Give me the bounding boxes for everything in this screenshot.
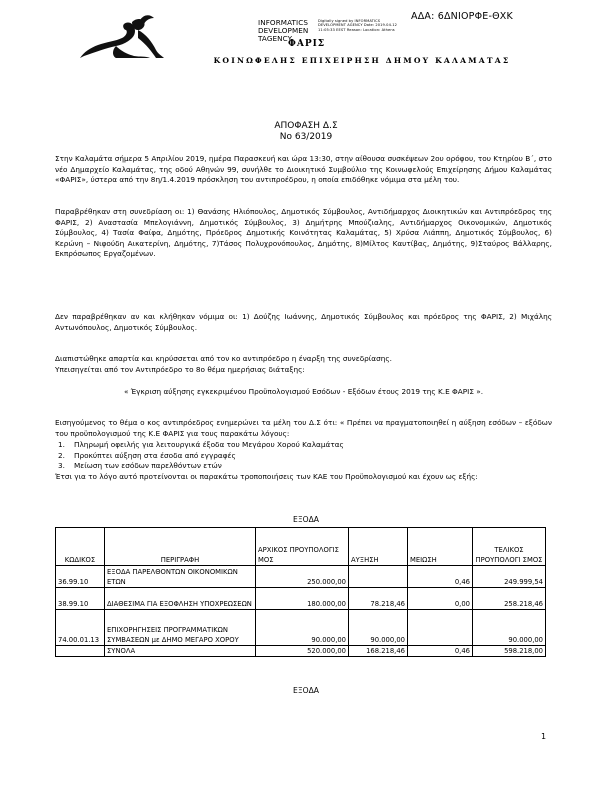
list-number: 3. bbox=[58, 461, 65, 471]
cell-description: ΔΙΑΘΕΣΙΜΑ ΓΙΑ ΕΞΟΦΛΗΣΗ ΥΠΟΧΡΕΩΣΕΩΝ bbox=[105, 588, 256, 610]
header-increase: ΑΥΞΗΣΗ bbox=[349, 528, 408, 566]
stamp-line: DEVELOPMEN bbox=[258, 26, 309, 35]
agenda-topic: « Έγκριση αύξησης εγκεκριμένου Προϋπολογισμού Εσόδων - Εξόδων έτους 2019 της Κ.Ε ΦΑΡΙΣ ». bbox=[123, 387, 484, 396]
cell-decrease bbox=[408, 610, 473, 646]
cell-final: 249.999,54 bbox=[473, 566, 546, 588]
agenda-intro-paragraph: Υπεισηγείται από τον Αντιπρόεδρο το 8ο θέμα ημερήσιας διάταξης: bbox=[55, 365, 305, 374]
decision-number: Νο 63/2019 bbox=[279, 132, 333, 142]
cell-code: 36.99.10 bbox=[56, 566, 105, 588]
list-item bbox=[58, 461, 344, 472]
table-header-row bbox=[56, 528, 546, 566]
cell-description: ΕΠΙΧΟΡΗΓΗΣΕΙΣ ΠΡΟΓΡΑΜΜΑΤΙΚΩΝ ΣΥΜΒΑΣΕΩΝ με ΔΗΜΟ ΜΕΓΑΡΟ ΧΟΡΟΥ bbox=[105, 610, 256, 646]
reasons-list bbox=[58, 440, 344, 472]
budget-table bbox=[55, 527, 546, 657]
header-decrease: ΜΕΙΩΣΗ bbox=[408, 528, 473, 566]
header-description: ΠΕΡΙΓΡΑΦΗ bbox=[105, 528, 256, 566]
table-row bbox=[56, 588, 546, 610]
expenses-section-title-after: ΕΞΟΔΑ bbox=[293, 686, 319, 695]
cell-increase bbox=[349, 566, 408, 588]
cell-increase: 90.000,00 bbox=[349, 610, 408, 646]
total-decrease: 0,46 bbox=[408, 646, 473, 657]
cell-code: 74.00.01.13 bbox=[56, 610, 105, 646]
organization-name: ΚΟΙΝΩΦΕΛΗΣ ΕΠΙΧΕΙΡΗΣΗ ΔΗΜΟΥ ΚΑΛΑΜΑΤΑΣ bbox=[213, 56, 511, 65]
cell-initial: 90.000,00 bbox=[256, 610, 349, 646]
cell-initial: 250.000,00 bbox=[256, 566, 349, 588]
expenses-section-title: ΕΞΟΔΑ bbox=[293, 515, 319, 524]
stamp-line: INFORMATICS bbox=[258, 18, 309, 27]
list-number: 2. bbox=[58, 450, 65, 460]
absent-members-paragraph: Δεν παραβρέθηκαν αν και κλήθηκαν νόμιμα οι: 1) Δούζης Ιωάννης, Δημοτικός Σύμβουλος και πρόεδρος της ΦΑΡΙΣ, 2) Μιχάλης Αντωνόπουλος, Δημοτικός Σύμβουλος. bbox=[55, 312, 552, 332]
table-row bbox=[56, 566, 546, 588]
decision-title: ΑΠΟΦΑΣΗ Δ.Σ bbox=[274, 121, 338, 131]
stamp-line: TAGENCY bbox=[258, 34, 293, 43]
cell-initial: 180.000,00 bbox=[256, 588, 349, 610]
faris-logo-text: ΦΑΡΙΣ bbox=[288, 39, 326, 49]
mermaid-logo-icon bbox=[76, 12, 166, 60]
cell-final: 258.218,46 bbox=[473, 588, 546, 610]
recommendation-paragraph: Εισηγούμενος το θέμα ο κος αντιπρόεδρος ενημερώνει τα μέλη του Δ.Σ ότι: « Πρέπει να πραγματοποιηθεί η αύξηση εσόδων – εξόδων του προϋπολογισμού της Κ.Ε ΦΑΡΙΣ για τους παρακάτω λόγους: bbox=[55, 418, 552, 438]
cell-description: ΕΞΟΔΑ ΠΑΡΕΛΘΟΝΤΩΝ ΟΙΚΟΝΟΜΙΚΩΝ ΕΤΩΝ bbox=[105, 566, 256, 588]
header-code: ΚΩΔΙΚΟΣ bbox=[56, 528, 105, 566]
cell-increase: 78.218,46 bbox=[349, 588, 408, 610]
list-text: Πληρωμή οφειλής για λειτουργικά έξοδα του Μεγάρου Χορού Καλαμάτας bbox=[74, 440, 344, 449]
total-label: ΣΥΝΟΛΑ bbox=[105, 646, 256, 657]
proposal-paragraph: Έτσι για το λόγο αυτό προτείνονται οι παρακάτω τροποποιήσεις των ΚΑΕ του Προϋπολογισμού και έχουν ως εξής: bbox=[55, 472, 478, 481]
ada-code: ΑΔΑ: 6ΔΝΙΟΡΦΕ-ΘΧΚ bbox=[411, 11, 513, 22]
cell-code bbox=[56, 646, 105, 657]
list-item bbox=[58, 440, 344, 451]
table-row bbox=[56, 610, 546, 646]
cell-code: 38.99.10 bbox=[56, 588, 105, 610]
quorum-paragraph: Διαπιστώθηκε απαρτία και κηρύσσεται από τον κο αντιπρόεδρο η έναρξη της συνεδρίασης. bbox=[55, 354, 392, 363]
list-number: 1. bbox=[58, 440, 65, 449]
cell-decrease: 0,46 bbox=[408, 566, 473, 588]
present-members-paragraph: Παραβρέθηκαν στη συνεδρίαση οι: 1) Θανάσης Ηλιόπουλος, Δημοτικός Σύμβουλος, Αντιδήμαρχος Διοικητικών και Αντιπρόεδρος της ΦΑΡΙΣ, 2) Αναστασία Μπελογιάννη, Δημοτικός Σύμβουλος, 3) Δημήτρης Μπούζιαλης, Αντιδήμαρχος Οικονομικών, Δημοτικός Σύμβουλος, 4) Τασία Φαίφα, Δημότης, Πρόεδρος Δημοτικής Κοινότητας Καλαμάτας, 5) Χρύσα Λιάππη, Δημοτικός Σύμβουλος, 6) Κερώνη – Νιφούδη Αικατερίνη, Δημότης, 7)Τάσος Πολυχρονόπουλος, Δημότης, 8)Μίλτος Καυτίβας, Δημότης, 9)Σταύρος Βάλλαρης, Εκπρόσωπος Εργαζομένων. bbox=[55, 207, 552, 259]
stamp-details: Digitally signed by INFORMATICS DEVELOPMENT AGENCY Date: 2019.04.12 11:05:33 EEST Reason: Location: Athens bbox=[318, 19, 397, 32]
header-initial: ΑΡΧΙΚΟΣ ΠΡΟΥΠΟΛΟΓΙΣ ΜΟΣ bbox=[256, 528, 349, 566]
list-text: Μείωση των εσόδων παρελθόντων ετών bbox=[74, 461, 222, 471]
header-final: ΤΕΛΙΚΟΣ ΠΡΟΥΠΟΛΟΓΙ ΣΜΟΣ bbox=[473, 528, 546, 566]
cell-decrease: 0,00 bbox=[408, 588, 473, 610]
list-text: Προκύπτει αύξηση στα έσοδα από εγγραφές bbox=[74, 450, 236, 460]
cell-final: 90.000,00 bbox=[473, 610, 546, 646]
page-number: 1 bbox=[541, 732, 547, 741]
intro-paragraph: Στην Καλαμάτα σήμερα 5 Απριλίου 2019, ημέρα Παρασκευή και ώρα 13:30, στην αίθουσα συσκέψεων 2ου ορόφου, του Κτηρίου Β΄, στο νέο Δημαρχείο Καλαμάτας, της οδού Αθηνών 99, συνήλθε το Διοικητικό Συμβούλιο της Κοινωφελούς Επιχείρησης Δήμου Καλαμάτας «ΦΑΡΙΣ», ύστερα από την 8η/1.4.2019 πρόσκληση του αντιπροέδρου, η οποία επιδόθηκε νόμιμα στα μέλη του. bbox=[55, 154, 552, 185]
total-final: 598.218,00 bbox=[473, 646, 546, 657]
list-item bbox=[58, 451, 344, 462]
total-increase: 168.218,46 bbox=[349, 646, 408, 657]
total-initial: 520.000,00 bbox=[256, 646, 349, 657]
table-total-row bbox=[56, 646, 546, 657]
